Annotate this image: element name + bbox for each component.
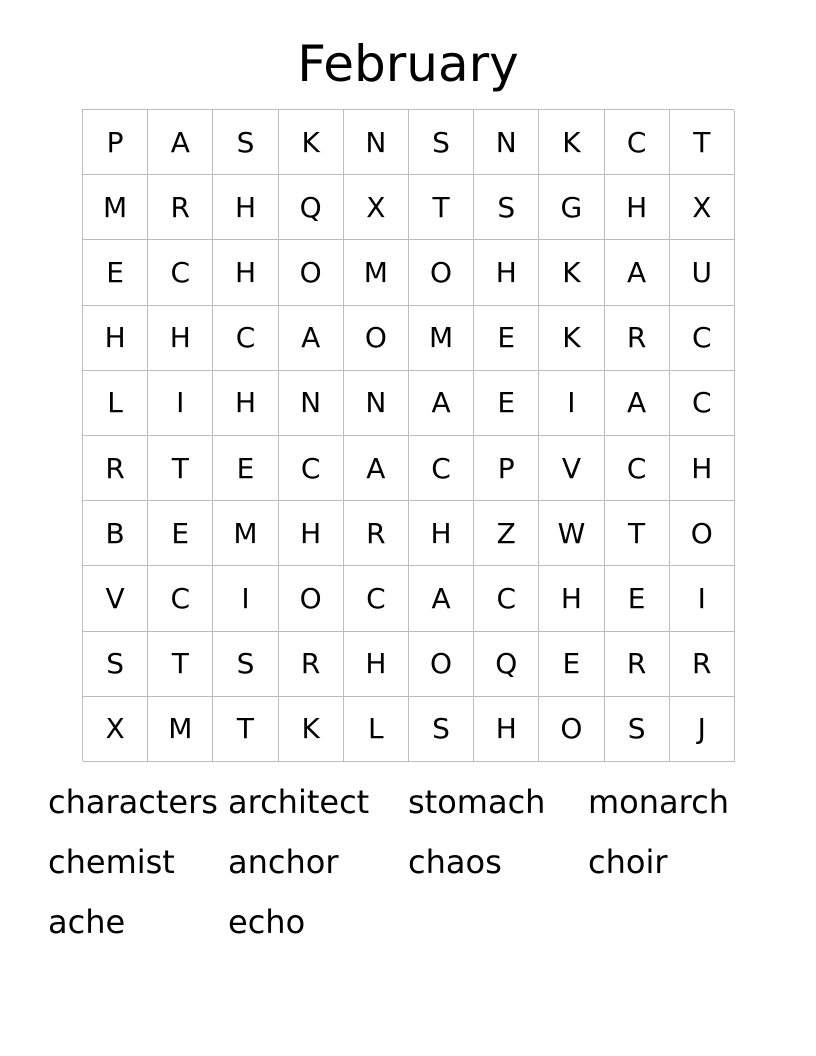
grid-cell: I <box>670 566 735 631</box>
grid-cell: X <box>83 697 148 762</box>
grid-cell: I <box>213 566 278 631</box>
word-list <box>48 780 768 960</box>
grid-cell: A <box>605 240 670 305</box>
grid-cell: R <box>344 501 409 566</box>
grid-cell: T <box>148 632 213 697</box>
grid-cell: A <box>409 371 474 436</box>
grid-cell: C <box>409 436 474 501</box>
grid-cell: C <box>670 306 735 371</box>
grid-cell: N <box>344 371 409 436</box>
grid-cell: H <box>474 697 539 762</box>
grid-cell: O <box>409 240 474 305</box>
grid-cell: Z <box>474 501 539 566</box>
grid-cell: R <box>605 306 670 371</box>
grid-cell: C <box>605 436 670 501</box>
grid-cell: H <box>605 175 670 240</box>
word-list-item: ache <box>48 903 126 941</box>
grid-cell: V <box>83 566 148 631</box>
grid-cell: O <box>344 306 409 371</box>
grid-cell: C <box>344 566 409 631</box>
grid-cell: H <box>474 240 539 305</box>
grid-cell: A <box>409 566 474 631</box>
word-list-item: stomach <box>408 783 546 821</box>
word-list-item: chaos <box>408 843 502 881</box>
grid-cell: R <box>605 632 670 697</box>
grid-cell: E <box>148 501 213 566</box>
grid-cell: Q <box>474 632 539 697</box>
grid-cell: E <box>539 632 604 697</box>
grid-cell: K <box>539 306 604 371</box>
grid-cell: M <box>83 175 148 240</box>
grid-cell: U <box>670 240 735 305</box>
grid-cell: O <box>539 697 604 762</box>
grid-cell: O <box>279 566 344 631</box>
grid-cell: C <box>605 110 670 175</box>
grid-cell: C <box>474 566 539 631</box>
grid-cell: V <box>539 436 604 501</box>
grid-cell: S <box>605 697 670 762</box>
grid-cell: N <box>474 110 539 175</box>
grid-cell: C <box>148 566 213 631</box>
grid-cell: R <box>148 175 213 240</box>
grid-cell: A <box>279 306 344 371</box>
grid-cell: T <box>409 175 474 240</box>
grid-cell: B <box>83 501 148 566</box>
grid-cell: E <box>83 240 148 305</box>
grid-cell: S <box>409 110 474 175</box>
grid-cell: M <box>213 501 278 566</box>
grid-cell: R <box>670 632 735 697</box>
grid-cell: L <box>344 697 409 762</box>
grid-cell: H <box>213 240 278 305</box>
grid-cell: A <box>148 110 213 175</box>
grid-cell: E <box>474 371 539 436</box>
grid-cell: M <box>148 697 213 762</box>
grid-cell: T <box>213 697 278 762</box>
grid-cell: L <box>83 371 148 436</box>
word-list-item: echo <box>228 903 306 941</box>
grid-cell: S <box>474 175 539 240</box>
grid-cell: H <box>344 632 409 697</box>
grid-cell: K <box>279 110 344 175</box>
grid-cell: G <box>539 175 604 240</box>
grid-cell: N <box>279 371 344 436</box>
word-list-item: architect <box>228 783 370 821</box>
grid-cell: H <box>213 371 278 436</box>
grid-cell: X <box>670 175 735 240</box>
grid-cell: H <box>279 501 344 566</box>
grid-cell: H <box>213 175 278 240</box>
page-title: February <box>297 35 519 93</box>
grid-cell: O <box>409 632 474 697</box>
grid-cell: S <box>409 697 474 762</box>
grid-cell: K <box>539 110 604 175</box>
word-list-item: choir <box>588 843 668 881</box>
grid-cell: Q <box>279 175 344 240</box>
grid-cell: T <box>670 110 735 175</box>
grid-cell: R <box>83 436 148 501</box>
grid-cell: P <box>83 110 148 175</box>
grid-cell: H <box>539 566 604 631</box>
grid-cell: X <box>344 175 409 240</box>
grid-cell: J <box>670 697 735 762</box>
word-list-item: monarch <box>588 783 729 821</box>
grid-cell: P <box>474 436 539 501</box>
grid-cell: M <box>409 306 474 371</box>
grid-cell: I <box>539 371 604 436</box>
grid-cell: N <box>344 110 409 175</box>
grid-cell: K <box>279 697 344 762</box>
grid-cell: O <box>670 501 735 566</box>
grid-cell: E <box>213 436 278 501</box>
grid-cell: R <box>279 632 344 697</box>
grid-cell: H <box>83 306 148 371</box>
grid-cell: E <box>605 566 670 631</box>
grid-cell: H <box>409 501 474 566</box>
grid-cell: I <box>148 371 213 436</box>
word-list-item: characters <box>48 783 218 821</box>
grid-cell: T <box>148 436 213 501</box>
grid-cell: O <box>279 240 344 305</box>
grid-cell: C <box>213 306 278 371</box>
grid-cell: H <box>670 436 735 501</box>
grid-cell: K <box>539 240 604 305</box>
word-list-item: anchor <box>228 843 339 881</box>
grid-cell: C <box>670 371 735 436</box>
word-search-grid <box>82 109 734 761</box>
grid-cell: S <box>213 632 278 697</box>
grid-cell: T <box>605 501 670 566</box>
word-list-item: chemist <box>48 843 175 881</box>
grid-cell: H <box>148 306 213 371</box>
grid-cell: M <box>344 240 409 305</box>
grid-cell: E <box>474 306 539 371</box>
grid-cell: W <box>539 501 604 566</box>
grid-cell: A <box>344 436 409 501</box>
grid-cell: A <box>605 371 670 436</box>
grid-cell: C <box>148 240 213 305</box>
grid-cell: S <box>213 110 278 175</box>
grid-cell: C <box>279 436 344 501</box>
grid-cell: S <box>83 632 148 697</box>
